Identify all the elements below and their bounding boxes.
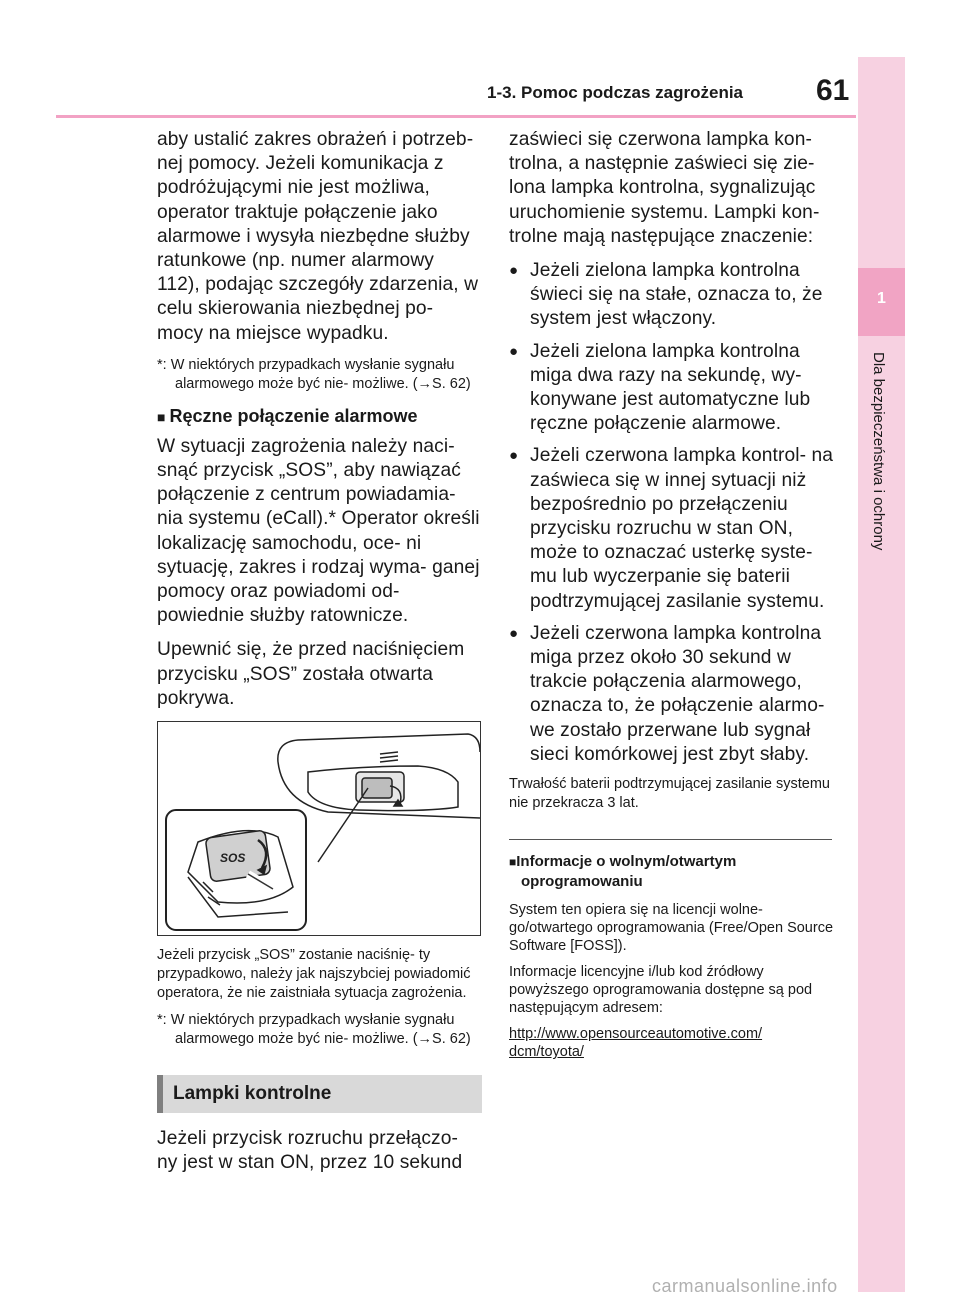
header-rule xyxy=(56,115,856,118)
bullet-item: ● Jeżeli zielona lampka kontrolna miga dwa razy na sekundę, wy- konywane jest automatyczne lub ręczne połączenie alarmowe. xyxy=(509,340,834,437)
bullet-item: ● Jeżeli czerwona lampka kontrolna miga przez około 30 sekund w trakcie połączenia alarmowego, oznacza to, że połączenie alarmo- we zostało przerwane lub sygnał sieci komórkowej jest zbyt słaby. xyxy=(509,622,834,767)
chapter-title: Dla bezpieczeństwa i ochrony xyxy=(870,352,887,551)
subheading-text: Ręczne połączenie alarmowe xyxy=(169,405,418,426)
section-heading: Lampki kontrolne xyxy=(173,1083,332,1105)
footnote: *: W niektórych przypadkach wysłanie sygnału alarmowego może być nie- możliwe. (→S. 62) xyxy=(157,1012,471,1048)
right-column xyxy=(509,128,834,1061)
subheading-text: Informacje o wolnym/otwartym oprogramowaniu xyxy=(516,853,737,891)
section-header-title: 1-3. Pomoc podczas zagrożenia xyxy=(487,83,744,102)
paragraph: Upewnić się, że przed naciśnięciem przycisku „SOS” została otwarta pokrywa. xyxy=(157,639,465,709)
divider xyxy=(509,839,832,840)
paragraph: Jeżeli przycisk rozruchu przełączo- ny jest w stan ON, przez 10 sekund xyxy=(157,1128,463,1174)
subheading xyxy=(509,852,834,891)
sos-button-illustration xyxy=(157,721,481,936)
left-column xyxy=(157,128,482,1185)
overhead-console-drawing xyxy=(158,722,480,935)
section-heading-box xyxy=(157,1075,482,1113)
chapter-sidebar xyxy=(858,57,905,1292)
subheading xyxy=(157,406,482,427)
figure-caption: Jeżeli przycisk „SOS” zostanie naciśnię- ty przypadkowo, należy jak najszybciej powiadomić operatora, że nie zaistniała sytuacja zagrożenia. xyxy=(157,947,471,1002)
bullet-item: ● Jeżeli zielona lampka kontrolna świeci się na stałe, oznacza to, że system jest włączony. xyxy=(509,259,834,332)
note-text: Trwałość baterii podtrzymującej zasilanie systemu nie przekracza 3 lat. xyxy=(509,776,830,812)
watermark: carmanualsonline.info xyxy=(652,1276,838,1296)
bullet-item: ● Jeżeli czerwona lampka kontrol- na zaświeca się w innej sytuacji niż bezpośrednio po przełączeniu przycisku rozruchu w stan ON, może to oznaczać usterkę syste- mu lub wyczerpanie się baterii podtrzymującej zasilanie systemu. xyxy=(509,444,834,613)
paragraph: zaświeci się czerwona lampka kon- trolna, a następnie zaświeci się zie- lona lampka kontrolna, sygnalizując uruchomienie systemu. Lampki kon- trolne mają następujące znaczenie: xyxy=(509,129,820,247)
paragraph: System ten opiera się na licencji wolne- go/otwartego oprogramowania (Free/Open Source Software [FOSS]). xyxy=(509,902,834,955)
square-bullet-icon: ■ xyxy=(509,855,517,870)
foss-link[interactable]: http://www.opensourceautomotive.com/ dcm/toyota/ xyxy=(509,1026,763,1061)
paragraph: Informacje licencyjne i/lub kod źródłowy powyższego oprogramowania dostępne są pod następującym adresem: xyxy=(509,964,813,1017)
sos-label: SOS xyxy=(220,851,246,866)
page-number: 61 xyxy=(816,74,850,107)
footnote: *: W niektórych przypadkach wysłanie sygnału alarmowego może być nie- możliwe. (→S. 62) xyxy=(157,356,471,392)
square-bullet-icon: ■ xyxy=(157,408,166,425)
section-accent-bar xyxy=(157,1075,163,1113)
paragraph: W sytuacji zagrożenia należy naci- snąć przycisk „SOS”, aby nawiązać połączenie z centrum powiadamia- nia systemu (eCall).* Operator określi lokalizację samochodu, oce- ni sytuację, zakres i rodzaj wyma- ganej pomocy oraz powiadomi od- powiednie służby ratownicze. xyxy=(157,435,480,627)
chapter-number: 1 xyxy=(877,290,886,307)
paragraph: aby ustalić zakres obrażeń i potrzeb- nej pomocy. Jeżeli komunikacja z podróżującymi nie jest możliwa, operator traktuje połączenie jako alarmowe i wysyła niezbędne służby ratunkowe (np. numer alarmowy 112), podając szczegóły zdarzenia, w celu skierowania niezbędnej po- mocy na miejsce wypadku. xyxy=(157,129,479,344)
